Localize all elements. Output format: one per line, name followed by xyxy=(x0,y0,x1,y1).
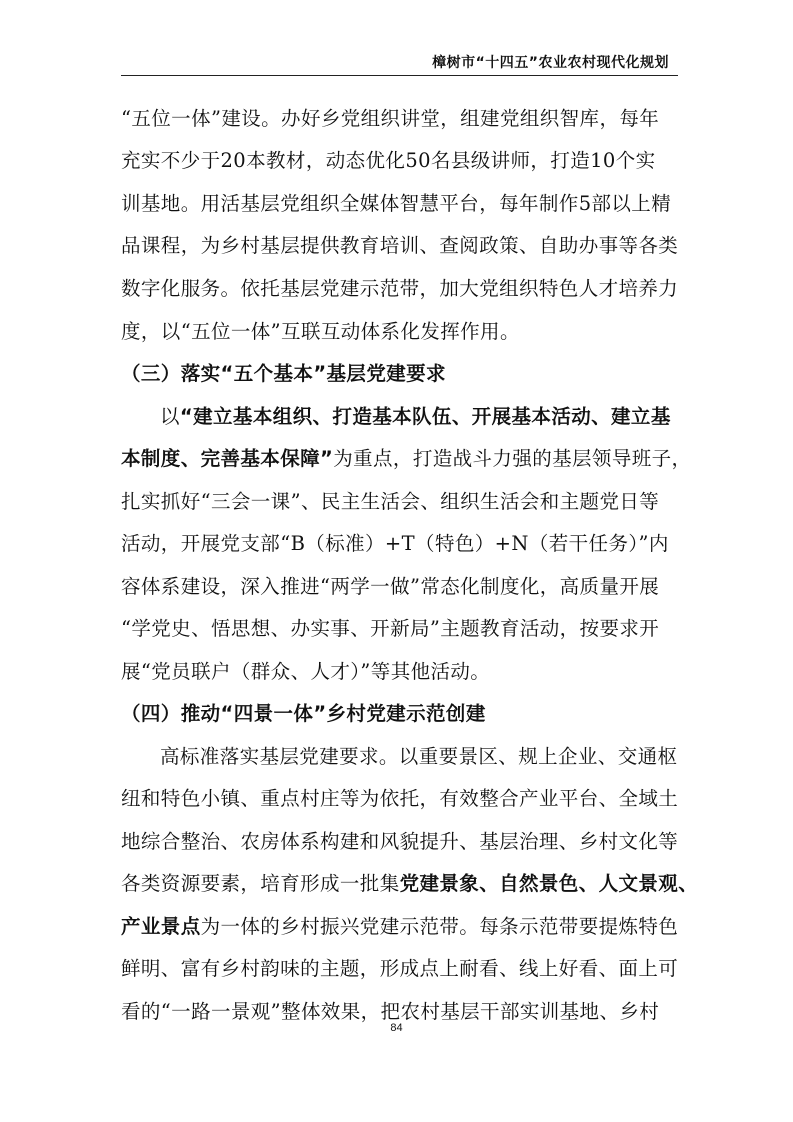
text-line: 展“党员联户（群众、人才）”等其他活动。 xyxy=(121,660,491,683)
text-line: 活动，开展党支部“B（标准）+T（特色）+N（若干任务）”内 xyxy=(121,532,669,555)
text-line xyxy=(121,446,691,472)
emphasis-text: 本制度、完善基本保障” xyxy=(121,447,334,470)
header-divider xyxy=(121,75,678,76)
text-run: 为一体的乡村振兴党建示范带。每条示范带要提炼特色 xyxy=(200,915,679,938)
text-line: 扎实抓好“三会一课”、民主生活会、组织生活会和主题党日等 xyxy=(121,490,660,513)
emphasis-text: “建立基本组织、打造基本队伍、开展基本活动、建立基 xyxy=(179,405,671,428)
text-line: 数字化服务。依托基层党建示范带，加大党组织特色人才培养力 xyxy=(121,277,679,300)
text-run: 以 xyxy=(160,405,180,428)
text-line: “学党史、悟思想、办实事、开新局”主题教育活动，按要求开 xyxy=(121,617,660,640)
text-line: 地综合整治、农房体系构建和风貌提升、基层治理、乡村文化等 xyxy=(121,830,679,853)
text-run: 各类资源要素，培育形成一批集 xyxy=(121,872,400,895)
document-title: 樟树市“十四五”农业农村现代化规划 xyxy=(432,55,669,71)
emphasis-text: 产业景点 xyxy=(121,915,201,938)
text-line: 纽和特色小镇、重点村庄等为依托，有效整合产业平台、全域土 xyxy=(121,787,679,810)
text-line xyxy=(121,914,678,940)
text-line: 看的“一路一景观”整体效果，把农村基层干部实训基地、乡村 xyxy=(121,1000,660,1023)
section-heading-3: （三）落实“五个基本”基层党建要求 xyxy=(121,362,446,385)
text-line xyxy=(160,404,671,430)
page-number: 84 xyxy=(390,1022,403,1034)
text-line: 容体系建设，深入推进“两学一做”常态化制度化，高质量开展 xyxy=(121,575,660,598)
text-line xyxy=(121,871,698,897)
text-line: “五位一体”建设。办好乡党组织讲堂，组建党组织智库，每年 xyxy=(121,107,660,130)
emphasis-text: 党建景象、自然景色、人文景观、 xyxy=(399,872,699,895)
text-line: 度，以“五位一体”互联互动体系化发挥作用。 xyxy=(121,320,520,343)
text-line: 高标准落实基层党建要求。以重要景区、规上企业、交通枢 xyxy=(160,745,678,768)
text-run: 为重点，打造战斗力强的基层领导班子， xyxy=(333,447,692,470)
text-line: 充实不少于20本教材，动态优化50名县级讲师，打造10个实 xyxy=(121,149,656,172)
text-line: 训基地。用活基层党组织全媒体智慧平台，每年制作5部以上精 xyxy=(121,192,672,215)
section-heading-4: （四）推动“四景一体”乡村党建示范创建 xyxy=(121,702,486,725)
text-line: 品课程，为乡村基层提供教育培训、查阅政策、自助办事等各类 xyxy=(121,234,679,257)
text-line: 鲜明、富有乡村韵味的主题，形成点上耐看、线上好看、面上可 xyxy=(121,957,679,980)
